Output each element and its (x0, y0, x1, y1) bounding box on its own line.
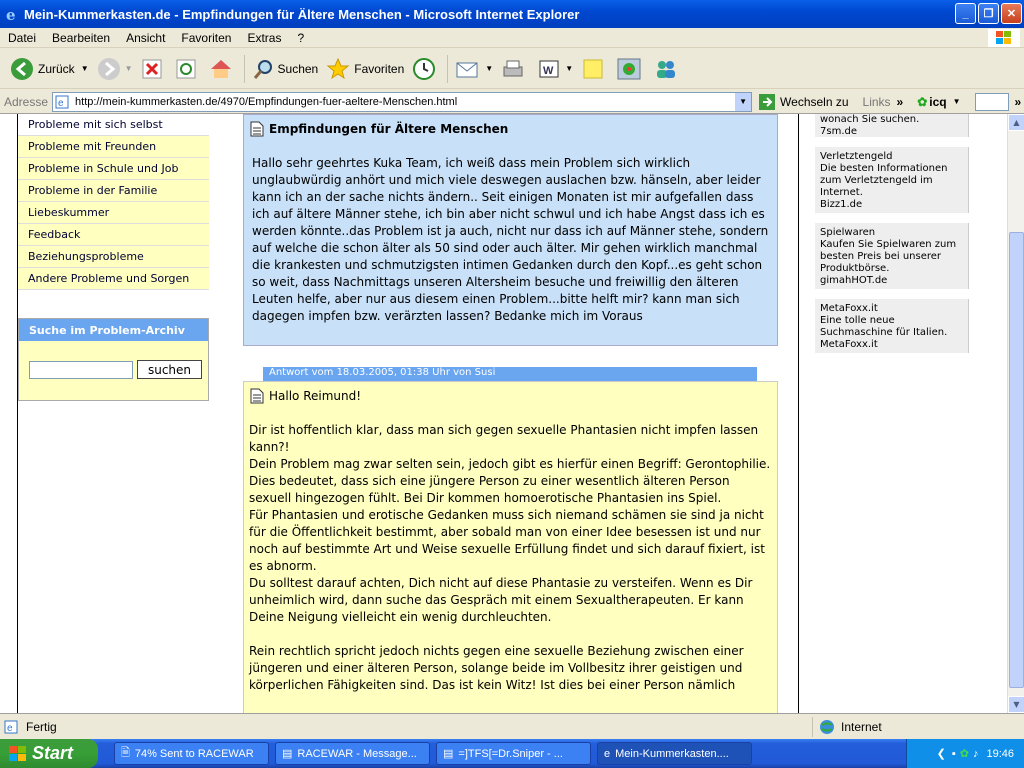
task-label: Mein-Kummerkasten.... (615, 747, 729, 760)
word-icon (537, 58, 561, 80)
icq-flower-icon (617, 58, 641, 80)
svg-text:e: e (6, 6, 16, 22)
scroll-up-icon[interactable]: ▲ (1008, 114, 1024, 131)
document-icon (250, 388, 264, 404)
edit-button[interactable] (533, 53, 577, 85)
note-button[interactable] (577, 53, 613, 85)
archive-search-box (18, 318, 209, 401)
favorites-label: Favoriten (354, 61, 405, 76)
standard-toolbar (0, 49, 1024, 89)
search-button[interactable] (248, 53, 323, 85)
tray-app-icon[interactable]: ▪ (951, 747, 956, 760)
print-button[interactable] (497, 53, 533, 85)
favorites-button[interactable] (322, 53, 408, 85)
nav-item-andere[interactable]: Andere Probleme und Sorgen (18, 268, 209, 290)
vertical-scrollbar[interactable] (1007, 114, 1024, 713)
menu-ansicht[interactable]: Ansicht (126, 30, 166, 45)
note-icon (581, 58, 605, 80)
maximize-button[interactable]: ❐ (978, 3, 999, 24)
task-racewar[interactable] (275, 742, 430, 765)
chevron-down-icon[interactable]: ▼ (565, 64, 574, 73)
status-bar (0, 713, 1024, 739)
globe-icon (819, 719, 835, 735)
system-tray (906, 739, 1024, 768)
nav-item-selbst[interactable]: Probleme mit sich selbst (18, 114, 209, 136)
answer-box (243, 381, 778, 713)
answer-greeting-row (250, 388, 361, 404)
windows-logo-icon (988, 29, 1020, 47)
archive-search-button[interactable]: suchen (137, 360, 202, 379)
refresh-icon (175, 58, 197, 80)
forward-arrow-icon (97, 57, 121, 81)
address-dropdown-icon[interactable]: ▼ (735, 93, 751, 111)
question-box (243, 114, 778, 346)
icq-search-input[interactable] (975, 93, 1009, 111)
messenger-button[interactable] (649, 53, 687, 85)
address-bar (0, 90, 1024, 114)
task-kummerkasten[interactable] (597, 742, 752, 765)
task-upload[interactable] (114, 742, 269, 765)
task-tfs[interactable] (436, 742, 591, 765)
menu-datei[interactable]: Datei (8, 30, 37, 45)
go-button[interactable] (758, 93, 848, 111)
menu-extras[interactable]: Extras (247, 30, 282, 45)
minimize-button[interactable]: _ (955, 3, 976, 24)
ie-logo-icon (4, 6, 20, 22)
back-label: Zurück (38, 61, 75, 76)
tray-expand-icon[interactable]: ❮ (936, 748, 946, 760)
mail-button[interactable] (451, 53, 497, 85)
stop-button[interactable] (137, 53, 171, 85)
svg-text:W: W (543, 64, 554, 77)
icq-flower-icon[interactable]: ✿ (959, 748, 969, 760)
ad-spielwaren[interactable]: Spielwaren Kaufen Sie Spielwaren zum besten Preis bei unserer Produktbörse. gimahHOT.de (815, 223, 969, 289)
nav-item-feedback[interactable]: Feedback (18, 224, 209, 246)
chevron-down-icon[interactable]: ▼ (124, 64, 133, 73)
address-url: http://mein-kummerkasten.de/4970/Empfindungen-fuer-aeltere-Menschen.html (75, 95, 458, 108)
category-nav (18, 114, 209, 290)
refresh-button[interactable] (171, 53, 205, 85)
nav-item-familie[interactable]: Probleme in der Familie (18, 180, 209, 202)
nav-item-schule-job[interactable]: Probleme in Schule und Job (18, 158, 209, 180)
answer-greeting: Hallo Reimund! (269, 389, 362, 403)
clock: 19:46 (986, 747, 1014, 760)
search-icon (252, 58, 274, 80)
overflow-chevron-icon[interactable]: » (1014, 94, 1022, 109)
links-chevron-icon[interactable]: » (896, 94, 904, 109)
icq-label: icq (929, 94, 947, 109)
home-icon (209, 58, 233, 80)
answer-text: Dir ist hoffentlich klar, dass man sich gegen sexuelle Phantasien nicht impfen lassen kann?! Dein Problem mag zwar selten sein, jedoch gibt es hierfür einen Begriff: Gerontophilie. Dies bedeutet, dass sich eine jüngere Person zu einer wesentlich älteren Person sexuell hingezogen fühlt. Bei Dir kommen homoerotische Phantasien ins Spiel. Für Phantasien und erotische Gedanken muss sich niemand schämen sie sind ja nicht für die Öffentlichkeit bestimmt, aber sobald man von einer Idee besessen ist und nur noch auf bestimmte Art und Weise sexuelle Erfüllung findet und sich darauf fixiert, ist es abnorm. Du solltest darauf achten, Dich nicht auf diese Phantasie zu versteifen. Wenn es Dir unheimlich wird, dann suche das Gespräch mit einem Sexualtherapeuten. Er kann Deine Neigung vielleicht ein wenig durchleuchten. Rein rechtlich spricht jedoch nichts gegen eine sexuelle Beziehung zwischen einer jüngeren und einer älteren Person, solange beide im Vollbesitz ihrer geistigen und körperlichen Fähigkeiten sind. Das ist kein Witz! Ist dies bei einer Person nämlich (249, 423, 771, 692)
menu-favoriten[interactable]: Favoriten (181, 30, 232, 45)
chevron-down-icon[interactable]: ▼ (952, 97, 961, 106)
star-icon (326, 57, 350, 81)
page-icon (55, 95, 71, 109)
icq-button[interactable] (917, 95, 960, 109)
task-label: 74% Sent to RACEWAR (134, 747, 254, 760)
search-label: Suchen (277, 61, 319, 76)
history-button[interactable] (408, 53, 444, 85)
document-icon (250, 121, 264, 137)
start-button[interactable] (0, 739, 98, 768)
archive-search-input[interactable] (29, 361, 133, 379)
people-icon (653, 58, 679, 80)
back-arrow-icon (10, 57, 34, 81)
icq-flower-icon: ✿ (917, 94, 928, 109)
home-button[interactable] (205, 53, 241, 85)
chevron-down-icon[interactable]: ▼ (80, 64, 89, 73)
icq-toolbar-button[interactable] (613, 53, 649, 85)
windows-logo-icon (8, 745, 28, 763)
volume-icon[interactable]: ♪ (972, 747, 979, 760)
taskbar (0, 739, 1024, 768)
page-icon (4, 720, 20, 734)
question-text: Hallo sehr geehrtes Kuka Team, ich weiß dass mein Problem sich wirklich unglaubwürdig anhört und mich viele deswegen auslachen bzw. hänseln, aber leider kann ich an der sache nichts ändern.. Seit einigen Monaten ist mir aufgefallen dass ich auf ältere Männer stehe, ich bin aber nicht schwul und ich habe Angst dass ich es werden könnte..das Problem ist ja auch, nicht nur dass ich auf Männer stehe, sondern auf welche die schon älter als 50 sind oder auch älter. Mir gehen wirklich manchmal die krankesten und schmutzigsten intimen Gedanken durch den Kopf...es geht schon so weit, dass Nachmittags unseren Altersheim besuche und freiwillig den älteren Leuten helfe, aber nur aus diesem einen Problem...bitte helft mir? kann man sich dagegen impfen bzw. verärzten lassen? Bedanke mich im Voraus (252, 156, 769, 323)
close-button[interactable]: ✕ (1001, 3, 1022, 24)
title-bar (0, 0, 1024, 28)
start-label: Start (32, 743, 74, 763)
links-label[interactable]: Links (862, 94, 891, 109)
window-icon: ▤ (443, 748, 454, 760)
stop-icon (141, 58, 163, 80)
address-input[interactable] (52, 92, 752, 112)
menu-help[interactable]: ? (297, 30, 305, 45)
menu-bar (0, 28, 1024, 48)
forward-button[interactable] (93, 53, 137, 85)
go-label: Wechseln zu (780, 94, 849, 109)
question-title: Empfindungen für Ältere Menschen (269, 122, 509, 136)
nav-item-beziehung[interactable]: Beziehungsprobleme (18, 246, 209, 268)
window-icon: ▤ (282, 748, 293, 760)
security-zone (812, 717, 882, 737)
nav-item-freunde[interactable]: Probleme mit Freunden (18, 136, 209, 158)
nav-item-liebeskummer[interactable]: Liebeskummer (18, 202, 209, 224)
page-content (0, 114, 1007, 713)
go-arrow-icon (758, 93, 776, 111)
address-label: Adresse (4, 94, 49, 109)
printer-icon (501, 58, 525, 80)
question-title-row (250, 121, 508, 137)
task-label: RACEWAR - Message... (297, 747, 417, 760)
ad-7sm[interactable]: wonach Sie suchen. 7sm.de (815, 114, 969, 137)
status-text: Fertig (26, 719, 57, 734)
menu-bearbeiten[interactable]: Bearbeiten (52, 30, 111, 45)
scroll-thumb[interactable] (1009, 232, 1024, 688)
task-label: =]TFS[=Dr.Sniper - ... (458, 747, 563, 760)
archive-search-title: Suche im Problem-Archiv (19, 319, 208, 341)
ad-verletztengeld[interactable]: Verletztengeld Die besten Informationen zum Verletztengeld im Internet. Bizz1.de (815, 147, 969, 213)
history-icon (412, 57, 436, 81)
svg-text:e: e (58, 97, 64, 109)
ad-metafoxx[interactable]: MetaFoxx.it Eine tolle neue Suchmaschine für Italien. MetaFoxx.it (815, 299, 969, 353)
chevron-down-icon[interactable]: ▼ (485, 64, 494, 73)
zone-text: Internet (841, 719, 882, 734)
window-title: Mein-Kummerkasten.de - Empfindungen für Ältere Menschen - Microsoft Internet Explorer (24, 6, 580, 22)
scroll-down-icon[interactable]: ▼ (1008, 696, 1024, 713)
back-button[interactable] (6, 53, 93, 85)
svg-text:e: e (7, 722, 13, 734)
document-icon: 🗎 (121, 747, 130, 759)
mail-icon (455, 58, 481, 80)
answer-header: Antwort vom 18.03.2005, 01:38 Uhr von Susi (263, 367, 757, 381)
ie-logo-icon: e (604, 747, 611, 760)
